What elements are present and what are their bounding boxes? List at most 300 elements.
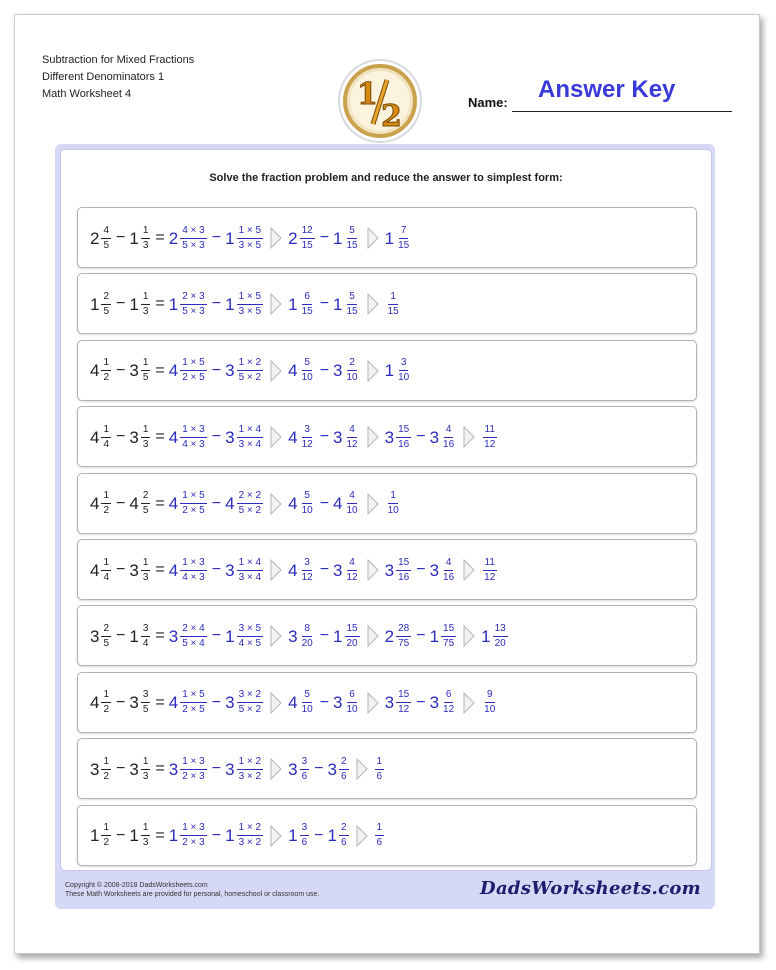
mixed-number [333,690,361,715]
numerator: 15 [396,690,411,703]
numerator: 1 [375,757,385,770]
fraction [482,425,497,450]
fraction [101,292,111,317]
numerator: 3 [141,690,151,703]
instructions: Solve the fraction problem and reduce the answer to simplest form: [209,172,563,184]
mixed-number [333,425,361,450]
step-arrow-icon [270,692,282,714]
problem-row [77,207,697,268]
whole-part: 4 [168,361,179,381]
footer [55,874,715,909]
minus-sign: − [319,428,330,446]
mixed-number [225,358,264,383]
denominator: 10 [301,372,313,384]
mixed-number [169,823,208,848]
minus-sign: − [211,693,222,711]
minus-sign: − [211,494,222,512]
numerator: 1 × 5 [180,491,207,504]
mixed-number [385,690,413,715]
whole-part: 1 [129,228,139,248]
whole-part: 1 [90,294,100,314]
equals-sign: = [155,361,165,379]
fraction [482,690,497,715]
whole-part: 1 [225,626,235,646]
logo-whole: 1 [357,77,378,112]
fraction [300,226,315,251]
fraction [300,491,315,516]
denominator: 3 [142,239,149,251]
fraction [237,757,264,782]
numerator: 13 [493,624,508,637]
minus-sign: − [116,361,126,379]
mixed-number [333,491,361,516]
mixed-number [430,690,458,715]
minus-sign: − [319,693,330,711]
denominator: 5 [142,704,149,716]
mixed-number [481,425,498,450]
whole-part: 1 [481,626,491,646]
whole-part: 3 [90,626,100,646]
numerator: 1 [101,823,111,836]
denominator: 5 × 2 [238,372,262,384]
fraction [101,358,111,383]
mixed-number [129,823,151,848]
mixed-number [169,558,208,583]
problem-row [77,539,697,600]
whole-part: 1 [129,626,139,646]
fraction [345,292,360,317]
problem-row [77,473,697,534]
mixed-number [90,757,112,782]
whole-part: 3 [225,759,235,779]
numerator: 1 [388,292,398,305]
mixed-number [90,558,112,583]
mixed-number [288,491,316,516]
mixed-number [129,358,151,383]
numerator: 2 [339,757,349,770]
denominator: 20 [494,637,506,649]
whole-part: 2 [384,626,395,646]
whole-part: 4 [90,427,100,447]
numerator: 4 [347,491,357,504]
denominator: 12 [398,704,410,716]
fraction [141,292,151,317]
numerator: 3 [141,624,151,637]
mixed-number [169,292,208,317]
numerator: 1 × 5 [237,226,264,239]
fraction [345,690,360,715]
numerator: 1 × 5 [180,358,207,371]
numerator: 3 × 2 [237,690,264,703]
mixed-number [129,292,151,317]
fraction [141,425,151,450]
fraction [386,292,401,317]
step-arrow-icon [367,625,379,647]
fraction [237,624,264,649]
fraction [180,624,207,649]
denominator: 6 [376,770,383,782]
numerator: 8 [302,624,312,637]
denominator: 15 [301,305,313,317]
whole-part: 3 [225,427,235,447]
mixed-number [169,226,208,251]
denominator: 2 × 3 [182,837,205,849]
problem-expression [90,355,412,387]
denominator: 4 × 3 [182,571,205,583]
fraction [441,425,456,450]
problem-row [77,738,697,799]
minus-sign: − [211,561,222,578]
step-arrow-icon [270,293,282,315]
denominator: 10 [346,704,358,716]
denominator: 2 [103,837,110,849]
fraction [141,624,151,649]
title-line-1: Subtraction for Mixed Fractions [42,54,195,66]
whole-part: 3 [129,361,139,381]
problem-expression [90,222,412,254]
denominator: 16 [398,571,410,583]
denominator: 2 [103,372,110,384]
denominator: 2 × 5 [182,704,205,716]
step-arrow-icon [270,426,282,448]
equals-sign: = [155,826,165,844]
whole-part: 3 [288,626,298,646]
mixed-number [430,425,458,450]
fraction [237,292,264,317]
denominator: 12 [301,438,313,450]
step-arrow-icon [463,692,475,714]
fraction [237,358,264,383]
numerator: 1 [101,757,111,770]
mixed-number [129,757,151,782]
denominator: 5 [103,305,110,317]
problem-row [77,672,697,733]
fraction [300,757,310,782]
fraction [101,823,111,848]
numerator: 2 [347,358,357,371]
numerator: 4 [444,425,454,438]
numerator: 5 [302,358,312,371]
fraction [141,358,151,383]
whole-part: 1 [168,294,179,314]
problem-row [77,605,697,666]
numerator: 3 [399,358,409,371]
mixed-number [333,292,361,317]
numerator: 1 × 4 [237,558,264,571]
mixed-number [333,624,361,649]
mixed-number [90,226,112,251]
whole-part: 4 [90,560,100,580]
whole-part: 3 [225,361,235,381]
mixed-number [374,757,386,782]
fraction [345,226,360,251]
numerator: 1 [101,491,111,504]
numerator: 9 [485,690,495,703]
fraction [493,624,508,649]
mixed-number [374,823,386,848]
denominator: 12 [443,704,455,716]
numerator: 3 [302,425,312,438]
title-line-3: Math Worksheet 4 [42,88,132,100]
numerator: 1 [141,823,151,836]
fraction [396,690,411,715]
mixed-number [129,226,151,251]
mixed-number [288,425,316,450]
denominator: 10 [398,372,410,384]
mixed-number [225,823,264,848]
minus-sign: − [314,826,324,844]
fraction [101,226,111,251]
mixed-number [169,690,208,715]
whole-part: 1 [288,294,298,314]
denominator: 4 × 3 [182,438,205,450]
minus-sign: − [319,229,330,246]
minus-sign: − [319,561,330,578]
whole-part: 3 [333,361,343,381]
whole-part: 2 [90,228,100,248]
minus-sign: − [211,627,222,645]
whole-part: 3 [384,693,395,713]
fraction [396,624,411,649]
step-arrow-icon [367,692,379,714]
numerator: 1 × 2 [237,823,264,836]
whole-part: 3 [225,693,235,713]
numerator: 3 × 5 [237,624,264,637]
numerator: 1 [101,358,111,371]
numerator: 4 [347,558,357,571]
problem-expression [90,421,498,453]
minus-sign: − [211,760,222,778]
mixed-number [129,491,151,516]
mixed-number [430,558,458,583]
whole-part: 4 [168,494,179,514]
whole-part: 1 [384,361,395,381]
denominator: 15 [387,305,399,317]
denominator: 3 [142,438,149,450]
whole-part: 3 [384,427,395,447]
fraction [101,624,111,649]
numerator: 1 × 2 [237,757,264,770]
numerator: 1 [101,558,111,571]
mixed-number [385,358,413,383]
denominator: 3 × 5 [238,239,262,251]
denominator: 5 × 3 [182,239,205,251]
mixed-number [333,558,361,583]
fraction [300,358,315,383]
fraction [300,624,315,649]
problem-expression [90,620,509,652]
whole-part: 1 [129,294,139,314]
mixed-number [385,226,413,251]
fraction [141,558,151,583]
step-arrow-icon [367,426,379,448]
mixed-number [288,690,316,715]
step-arrow-icon [367,293,379,315]
denominator: 15 [398,239,410,251]
denominator: 3 [142,837,149,849]
fraction [180,226,207,251]
numerator: 28 [396,624,411,637]
whole-part: 3 [429,560,440,580]
minus-sign: − [211,229,222,246]
fraction [180,491,207,516]
whole-part: 4 [288,494,298,514]
numerator: 1 × 3 [180,823,207,836]
denominator: 75 [443,637,455,649]
step-arrow-icon [270,227,282,249]
denominator: 10 [346,372,358,384]
numerator: 4 [347,425,357,438]
mixed-number [90,624,112,649]
brand-logo: DadsWorksheets.com [480,878,701,899]
problem-expression [90,288,402,320]
fraction [345,491,360,516]
whole-part: 3 [327,759,337,779]
mixed-number [225,757,264,782]
fraction [441,690,456,715]
fraction [300,425,315,450]
whole-part: 3 [129,759,139,779]
name-field[interactable] [452,78,732,114]
fraction [141,823,151,848]
denominator: 16 [443,438,455,450]
answer-key-label: Answer Key [538,76,676,103]
denominator: 12 [301,571,313,583]
mixed-number [169,757,208,782]
denominator: 3 [142,305,149,317]
whole-part: 4 [129,494,139,514]
denominator: 5 [103,239,110,251]
whole-part: 4 [168,560,179,580]
mixed-number [481,624,509,649]
denominator: 3 [142,770,149,782]
whole-part: 4 [288,427,298,447]
denominator: 6 [376,837,383,849]
minus-sign: − [416,627,426,645]
problem-expression [90,554,498,586]
whole-part: 4 [168,693,179,713]
numerator: 1 [141,425,151,438]
denominator: 16 [398,438,410,450]
denominator: 16 [443,571,455,583]
mixed-number [225,690,264,715]
fraction [180,358,207,383]
numerator: 2 [101,292,111,305]
minus-sign: − [319,361,330,379]
denominator: 5 [142,372,149,384]
mixed-number [225,292,264,317]
fraction [339,823,349,848]
mixed-number [169,624,208,649]
numerator: 2 [339,823,349,836]
numerator: 6 [302,292,312,305]
denominator: 5 × 2 [238,704,262,716]
denominator: 3 [142,571,149,583]
fraction [180,823,207,848]
numerator: 1 × 4 [237,425,264,438]
numerator: 2 × 2 [237,491,264,504]
numerator: 4 × 3 [180,226,207,239]
denominator: 10 [387,505,399,517]
numerator: 1 × 3 [180,757,207,770]
step-arrow-icon [463,426,475,448]
denominator: 2 [103,704,110,716]
mixed-number [333,358,361,383]
mixed-number [385,624,413,649]
problem-row [77,273,697,334]
fraction [180,425,207,450]
denominator: 5 × 4 [182,637,205,649]
fraction [101,425,111,450]
fraction [345,358,360,383]
minus-sign: − [416,693,426,711]
mixed-number [225,226,264,251]
fraction [141,491,151,516]
mixed-number [90,823,112,848]
denominator: 5 × 2 [238,505,262,517]
numerator: 1 [388,491,398,504]
denominator: 5 [142,505,149,517]
numerator: 1 [141,226,151,239]
fraction [180,690,207,715]
whole-part: 3 [333,427,343,447]
whole-part: 1 [288,826,298,846]
fraction [375,823,385,848]
numerator: 3 [300,823,310,836]
whole-part: 3 [225,560,235,580]
denominator: 6 [340,770,347,782]
denominator: 6 [301,837,308,849]
mixed-number [225,558,264,583]
copyright-text: Copyright © 2008-2018 DadsWorksheets.com [65,882,208,889]
minus-sign: − [319,295,330,313]
mixed-number [225,491,264,516]
fraction [386,491,401,516]
fraction [300,690,315,715]
problem-row [77,406,697,467]
whole-part: 1 [384,228,395,248]
mixed-number [481,690,498,715]
minus-sign: − [319,627,330,645]
denominator: 10 [484,704,496,716]
denominator: 3 × 4 [238,438,262,450]
mixed-number [288,358,316,383]
numerator: 15 [345,624,360,637]
whole-part: 3 [384,560,395,580]
denominator: 20 [301,637,313,649]
name-label: Name: [468,95,508,110]
minus-sign: − [116,627,126,645]
mixed-number [288,292,316,317]
denominator: 12 [346,438,358,450]
whole-part: 3 [168,626,179,646]
mixed-number [430,624,458,649]
numerator: 6 [444,690,454,703]
mixed-number [225,425,264,450]
mixed-number [129,558,151,583]
numerator: 1 × 5 [180,690,207,703]
step-arrow-icon [463,625,475,647]
numerator: 1 [101,425,111,438]
mixed-number [90,358,112,383]
copyright-notice [65,881,319,899]
fraction [441,558,456,583]
equals-sign: = [155,561,165,578]
whole-part: 3 [333,560,343,580]
numerator: 1 × 3 [180,425,207,438]
denominator: 15 [301,239,313,251]
fraction [396,358,411,383]
